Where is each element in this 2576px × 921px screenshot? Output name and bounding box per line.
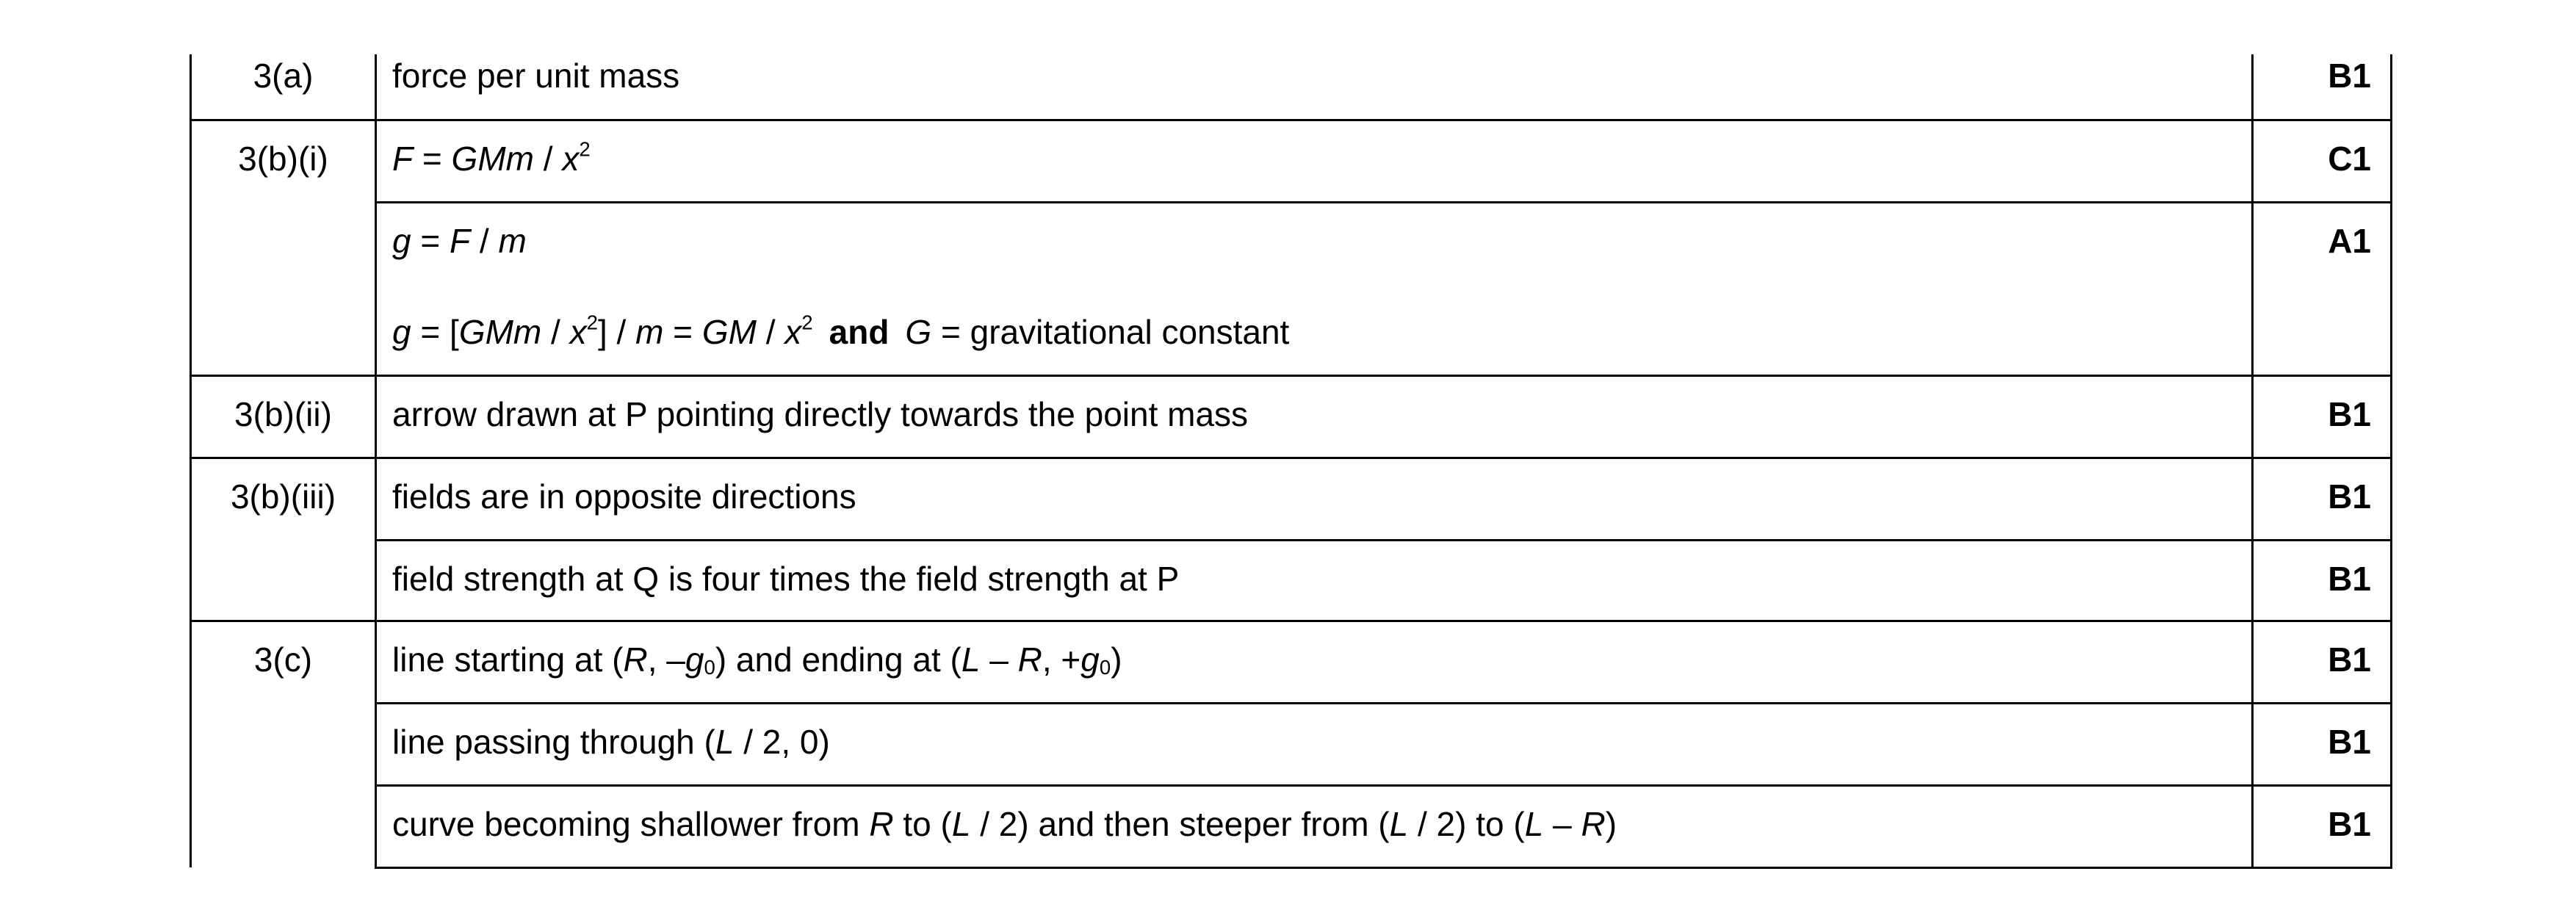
mark-cell: B1 [2253, 703, 2392, 785]
table-row [191, 458, 2392, 540]
answer-text: fields are in opposite directions [392, 477, 856, 516]
mark-scheme-table [190, 54, 2392, 869]
answer-text: field strength at Q is four times the field strength at P [392, 559, 1180, 598]
table-row [191, 540, 2392, 621]
mark-cell: B1 [2253, 54, 2392, 120]
question-number: 3(b)(ii) [191, 375, 376, 458]
answer-cell [376, 202, 2253, 375]
table-row [191, 785, 2392, 867]
table-row [191, 703, 2392, 785]
question-number: 3(c) [191, 621, 376, 867]
answer-cell [376, 621, 2253, 703]
table-row [191, 120, 2392, 202]
answer-cell [376, 703, 2253, 785]
mark-cell: B1 [2253, 375, 2392, 458]
question-number: 3(b)(iii) [191, 458, 376, 621]
answer-cell [376, 54, 2253, 120]
mark-cell: B1 [2253, 621, 2392, 703]
answer-cell [376, 785, 2253, 867]
table-row [191, 202, 2392, 375]
mark-cell: A1 [2253, 202, 2392, 375]
mark-cell: C1 [2253, 120, 2392, 202]
mark-cell: B1 [2253, 540, 2392, 621]
answer-cell [376, 120, 2253, 202]
table-row [191, 375, 2392, 458]
answer-text: $g = [GMm / x^2] / m$ = GM / $x^2$ and G = gravitational constant [392, 311, 1290, 351]
answer-cell [376, 458, 2253, 540]
mark-cell: B1 [2253, 458, 2392, 540]
question-number: 3(b)(i) [191, 120, 376, 375]
table-row [191, 54, 2392, 120]
answer-text: g = F / m [392, 221, 527, 260]
answer-text: curve becoming shallower from R to (L / 2) and then steeper from (L / 2) to (L – R) [392, 804, 1617, 843]
question-number: 3(a) [191, 54, 376, 120]
answer-text: line starting at (R, $-g_0$) and ending at (L – R, $+g_0$) [392, 640, 1122, 679]
answer-text: F = GMm / $x^2$ [392, 137, 591, 178]
answer-text: force per unit mass [392, 57, 680, 95]
answer-cell [376, 540, 2253, 621]
mark-cell: B1 [2253, 785, 2392, 867]
table-row [191, 621, 2392, 703]
answer-text: line passing through (L / 2, 0) [392, 722, 830, 761]
answer-cell [376, 375, 2253, 458]
answer-text: arrow drawn at P pointing directly towards the point mass [392, 394, 1249, 433]
